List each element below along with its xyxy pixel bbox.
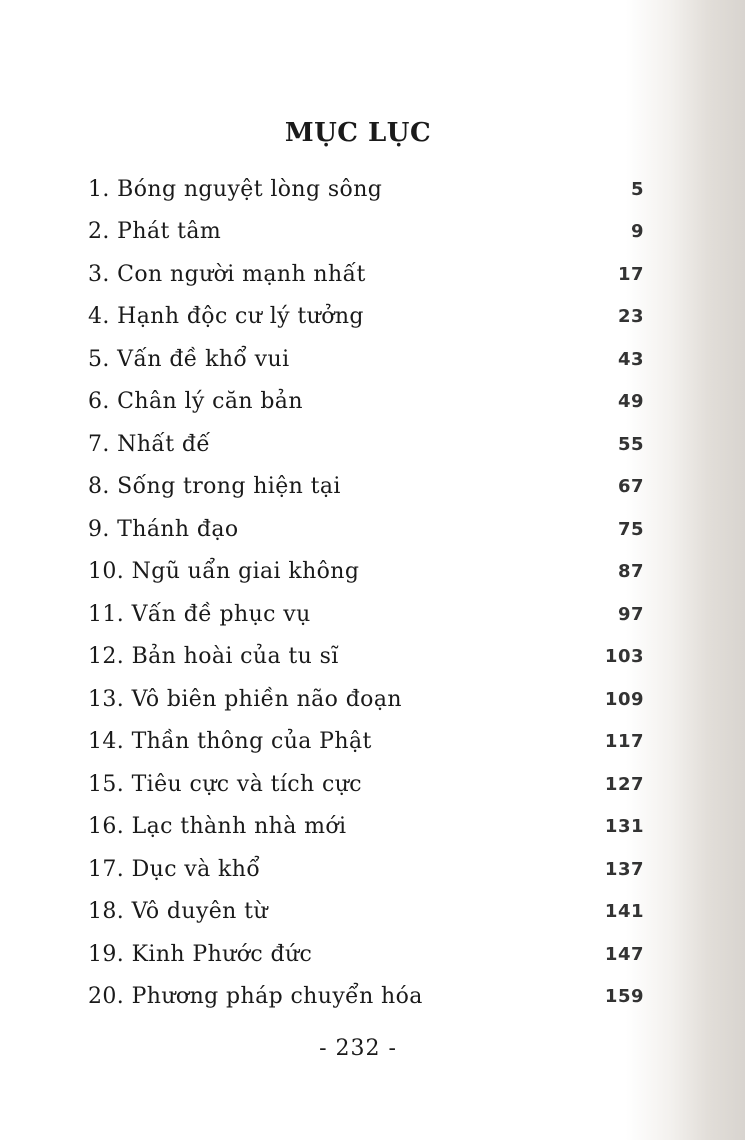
toc-entry-page: 9 [630, 221, 644, 243]
toc-entry [88, 296, 644, 339]
toc-entry-label: 4. Hạnh độc cư lý tưởng [88, 304, 364, 330]
toc-entry-label: 16. Lạc thành nhà mới [88, 814, 347, 840]
toc-entry [88, 593, 644, 636]
toc-entry-page: 159 [604, 986, 644, 1008]
toc-entry-label: 6. Chân lý căn bản [88, 389, 303, 415]
toc-entry-label: 8. Sống trong hiện tại [88, 474, 341, 500]
toc-entry-page: 109 [604, 688, 644, 710]
toc-entry-page: 141 [604, 901, 644, 923]
toc-entry [88, 211, 644, 254]
toc-entry [88, 508, 644, 551]
toc-entry-page: 23 [617, 306, 644, 328]
toc-entry [88, 636, 644, 679]
toc-entry-page: 5 [630, 178, 644, 200]
toc-entry [88, 891, 644, 934]
toc-entry-label: 13. Vô biên phiền não đoạn [88, 686, 402, 712]
toc-entry-label: 9. Thánh đạo [88, 516, 239, 542]
toc-entry-label: 3. Con người mạnh nhất [88, 261, 366, 287]
toc-entry [88, 848, 644, 891]
toc-entry [88, 253, 644, 296]
toc-entry-label: 14. Thần thông của Phật [88, 729, 372, 755]
page-number: - 232 - [319, 1036, 397, 1061]
toc-entry [88, 763, 644, 806]
toc-entry-label: 15. Tiêu cực và tích cực [88, 771, 362, 797]
toc-entry-page: 87 [617, 561, 644, 583]
toc-entry-page: 137 [604, 858, 644, 880]
toc-entry-label: 11. Vấn đề phục vụ [88, 601, 311, 627]
toc-entry [88, 466, 644, 509]
toc-entry [88, 168, 644, 211]
toc-entry-page: 97 [617, 603, 644, 625]
page-title: MỤC LỤC [284, 118, 432, 148]
toc-entry [88, 976, 644, 1019]
toc-entry-label: 12. Bản hoài của tu sĩ [88, 644, 339, 670]
toc-entry-page: 67 [617, 476, 644, 498]
toc-entry-page: 43 [617, 348, 644, 370]
toc-entry-label: 19. Kinh Phước đức [88, 941, 313, 967]
toc-entry-page: 127 [604, 773, 644, 795]
toc-entry [88, 806, 644, 849]
toc-entry-page: 131 [604, 816, 644, 838]
toc-entry-label: 2. Phát tâm [88, 219, 222, 245]
toc-entry-label: 5. Vấn đề khổ vui [88, 346, 290, 372]
toc-entry [88, 381, 644, 424]
toc-entry-label: 1. Bóng nguyệt lòng sông [88, 176, 383, 202]
toc-entry [88, 678, 644, 721]
toc-entry [88, 933, 644, 976]
toc-entry [88, 423, 644, 466]
toc-entry-label: 18. Vô duyên từ [88, 899, 268, 925]
toc-entry-page: 117 [604, 731, 644, 753]
toc-entry [88, 551, 644, 594]
toc-entry-page: 147 [604, 943, 644, 965]
toc-entry [88, 721, 644, 764]
toc-entry-page: 103 [604, 646, 644, 668]
toc-entry-page: 17 [617, 263, 644, 285]
toc-entry [88, 338, 644, 381]
toc-entry-label: 20. Phương pháp chuyển hóa [88, 984, 423, 1010]
table-of-contents [88, 168, 644, 1018]
toc-entry-label: 10. Ngũ uẩn giai không [88, 559, 360, 585]
toc-entry-page: 75 [617, 518, 644, 540]
toc-entry-label: 7. Nhất đế [88, 431, 211, 457]
toc-entry-page: 55 [617, 433, 644, 455]
toc-entry-page: 49 [617, 391, 644, 413]
toc-entry-label: 17. Dục và khổ [88, 856, 261, 882]
